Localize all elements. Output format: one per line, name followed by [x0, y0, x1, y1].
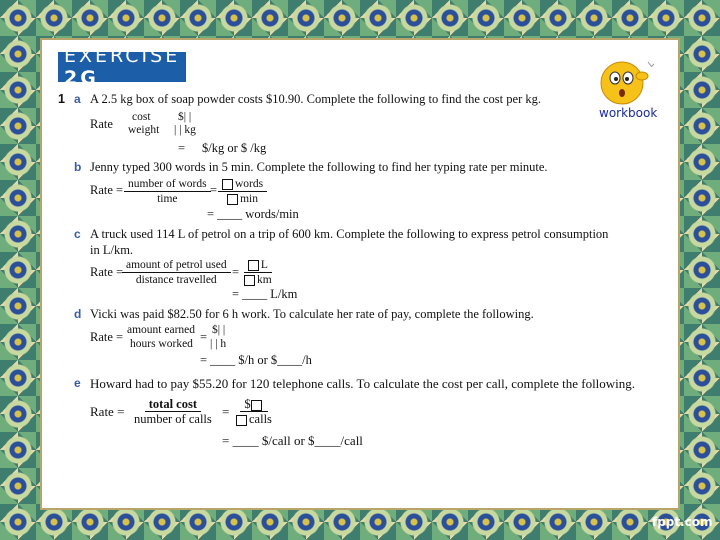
- part-e-num-val: $: [244, 397, 251, 411]
- part-d-letter: d: [74, 307, 82, 321]
- part-c-result: = ____ L/km: [232, 287, 298, 301]
- part-a-result: $/kg or $ /kg: [202, 141, 267, 155]
- part-e-value-fraction: [232, 397, 276, 426]
- exercise-title-bar: [58, 45, 186, 89]
- part-c-num: amount of petrol used: [122, 258, 231, 273]
- part-b-num-val: words: [235, 178, 264, 190]
- part-d-den-val: | | h: [210, 338, 227, 350]
- part-e-result: = ____ $/call or $____/call: [222, 433, 363, 448]
- part-b-eq: =: [210, 183, 218, 197]
- part-e-text: Howard had to pay $55.20 for 120 telephone calls. To calculate the cost per call, complete the following.: [90, 376, 636, 391]
- confused-emoji-icon: [598, 58, 662, 108]
- part-a-rate-label: Rate: [90, 117, 113, 131]
- part-d-text: Vicki was paid $82.50 for 6 h work. To calculate her rate of pay, complete the following.: [90, 307, 534, 321]
- part-c-text-line1: A truck used 114 L of petrol on a trip of 600 km. Complete the following to express petrol consumption: [90, 227, 609, 241]
- part-b-text: Jenny typed 300 words in 5 min. Complete the following to find her typing rate per minute.: [90, 160, 548, 174]
- part-c-den-val: km: [257, 274, 272, 286]
- part-c-letter: c: [74, 227, 81, 241]
- part-d-rate-label: Rate =: [90, 330, 124, 344]
- part-b-den: time: [157, 193, 178, 205]
- part-a-eq: =: [178, 141, 186, 155]
- answer-box[interactable]: [248, 260, 259, 271]
- part-d-num-val: $| |: [212, 324, 226, 336]
- part-b-rate-label: Rate =: [90, 183, 124, 197]
- part-d-num: amount earned: [127, 324, 196, 336]
- part-a-letter: a: [74, 92, 81, 106]
- workbook-label: workbook: [599, 106, 658, 120]
- part-a-den-val: | | kg: [174, 124, 196, 136]
- question-number: 1: [58, 92, 65, 106]
- part-e-den-val: calls: [249, 412, 272, 426]
- part-e-rate-label: Rate =: [90, 404, 125, 419]
- part-c-text-line2: in L/km.: [90, 243, 134, 257]
- part-e-eq: =: [222, 404, 230, 419]
- answer-box[interactable]: [227, 194, 238, 205]
- part-c-value-fraction: [240, 258, 276, 287]
- answer-box[interactable]: [251, 400, 262, 411]
- part-d-result: = ____ $/h or $____/h: [200, 353, 312, 367]
- part-e-num: total cost: [145, 397, 201, 412]
- answer-box[interactable]: [236, 415, 247, 426]
- part-b-letter: b: [74, 160, 82, 174]
- answer-box[interactable]: [222, 179, 233, 190]
- page-title: [64, 45, 186, 89]
- part-e-den: number of calls: [134, 412, 212, 426]
- part-a-text: A 2.5 kg box of soap powder costs $10.90. Complete the following to find the cost per kg.: [90, 92, 541, 106]
- part-d-eq: =: [200, 330, 208, 344]
- part-c-den: distance travelled: [135, 274, 217, 286]
- part-a-num: cost: [132, 111, 151, 123]
- part-b-fraction: [124, 177, 211, 206]
- part-b-value-fraction: [218, 177, 267, 206]
- part-a-num-val: $| |: [178, 111, 192, 123]
- answer-box[interactable]: [244, 275, 255, 286]
- part-b-result: = ____ words/min: [207, 207, 299, 221]
- part-c-rate-label: Rate =: [90, 265, 124, 279]
- part-d-den: hours worked: [130, 338, 193, 350]
- part-e-fraction: [130, 397, 216, 426]
- part-c-eq: =: [232, 265, 240, 279]
- part-a-den: weight: [128, 124, 160, 136]
- part-c-num-val: L: [260, 259, 268, 271]
- part-c-fraction: [122, 258, 231, 287]
- part-b-den-val: min: [240, 193, 258, 205]
- part-e-letter: e: [74, 376, 81, 390]
- watermark: fppt.com: [652, 515, 713, 529]
- title-suffix: 2G: [64, 67, 99, 89]
- title-prefix: EXERCISE: [64, 45, 181, 67]
- part-b-num: number of words: [124, 177, 211, 192]
